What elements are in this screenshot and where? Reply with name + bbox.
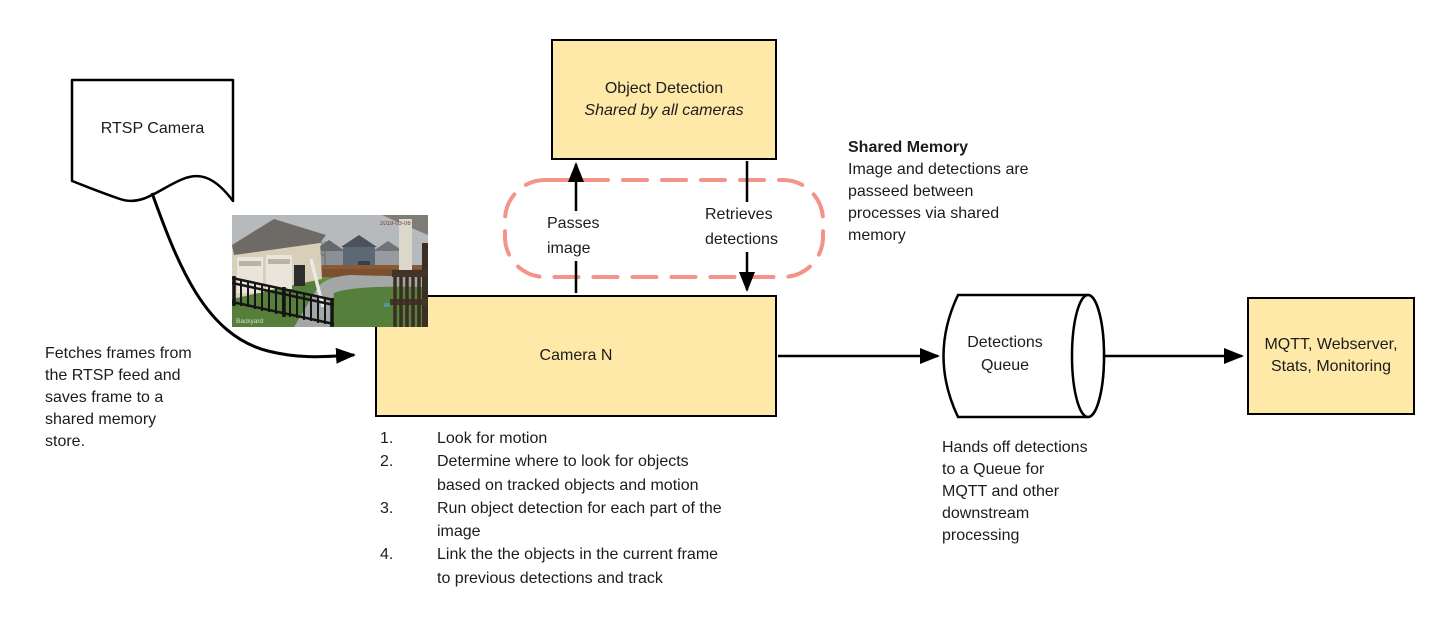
camera-step-item	[380, 427, 732, 450]
camera-step-number: 4.	[380, 546, 394, 564]
camera-step-item	[380, 450, 732, 497]
object-detection-title: Object Detection	[604, 79, 724, 97]
shared-memory-body: Image and detections are passeed between processes via shared memory	[848, 161, 1029, 244]
shared-memory-title: Shared Memory	[848, 139, 969, 156]
rtsp-camera-label: RTSP Camera	[100, 120, 205, 137]
camera-step-text: Link the the objects in the current frame to previous detections and track	[437, 546, 719, 587]
outputs-label: MQTT, Webserver, Stats, Monitoring	[1264, 336, 1398, 375]
camera-step-text: Determine where to look for objects based on tracked objects and motion	[437, 453, 699, 494]
camera-step-number: 1.	[380, 430, 394, 447]
camera-step-number: 3.	[380, 499, 394, 517]
camera-step-item	[380, 497, 732, 544]
rtsp-camera-document-shape	[72, 80, 233, 201]
queue-note: Hands off detections to a Queue for MQTT and other downstream processing	[942, 439, 1088, 544]
fetch-note: Fetches frames from the RTSP feed and saves frame to a shared memory store.	[45, 345, 192, 450]
retrieves-detections-label: Retrieves detections	[703, 202, 791, 252]
detections-queue-label: Detections Queue	[967, 334, 1043, 374]
camera-step-item	[380, 543, 732, 590]
camera-steps-list	[380, 427, 732, 590]
object-detection-subtitle: Shared by all cameras	[584, 101, 744, 119]
passes-image-label: Passes image	[545, 211, 611, 261]
camera-step-number: 2.	[380, 453, 394, 471]
camera-step-text: Look for motion	[437, 430, 548, 447]
snapshot-timestamp: 2019-03-06	[380, 221, 411, 227]
camera-step-text: Run object detection for each part of the image	[437, 499, 722, 541]
snapshot-watermark: Backyard	[236, 318, 264, 325]
camera-snapshot	[232, 215, 428, 327]
camera-n-label: Camera N	[539, 347, 613, 364]
shared-memory-note	[848, 137, 1048, 247]
